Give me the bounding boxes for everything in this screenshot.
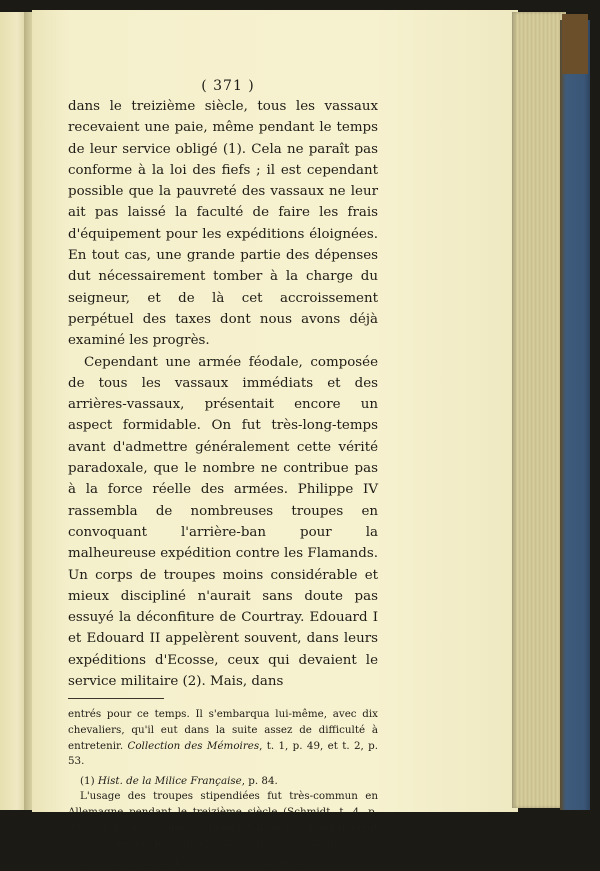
footnote-1-continued: L'usage des troupes stipendiées fut très-commun en Allemagne pendant le treizième siècle (Schmidt, t. 4, p. 89), ainsi qu'en Italie : cependant il ne fut généralement adopté que vers le commencement du siècle suivant.: [68, 790, 378, 850]
body-paragraph-1: dans le treizième siècle, tous les vassaux recevaient une paie, même pendant le temps de leur service obligé (1). Cela ne paraît pas conforme à la loi des fiefs ; il est cependant possible que la pauvreté des vassaux ne leur ait pas laissé la faculté de faire les frais d'équipement pour les expéditions éloignées. En tout cas, une grande partie des dépenses dut nécessairement tomber à la charge du seigneur, et de là cet accroissement perpétuel des taxes dont nous avons déjà examiné les progrès.: [68, 99, 378, 349]
footnote-continuation-ref: , t. 1, p. 49, et t. 2, p. 53.: [68, 739, 379, 768]
footnote-1-ref: , p. 84.: [241, 774, 278, 787]
footnote-1-marker: (1): [80, 774, 95, 787]
footnote-2-italic: et alibi sæpius.: [252, 856, 333, 869]
footnote-2: [68, 856, 378, 871]
page-number-header: [68, 78, 378, 94]
book-cover-corner: [562, 14, 588, 74]
footnote-continuation-source: Collection des Mémoires: [127, 739, 260, 752]
book-cover: [560, 20, 590, 810]
footnote-continuation: [68, 707, 378, 769]
footnote-2-text: (2) Rymer, t. 2, p. 173, 189, 199,: [80, 856, 250, 869]
body-paragraph-2: Cependant une armée féodale, composée de tous les vassaux immédiats et des arrières-vassaux, présentait encore un aspect formidable. On fut très-long-temps avant d'admettre généralement cette vérité paradoxale, que le nombre ne contribue pas à la force réelle des armées. Philippe IV rassembla de nombreuses troupes en convoquant l'arrière-ban pour la malheureuse expédition contre les Flamands. Un corps de troupes moins considérable et mieux discipliné n'aurait sans doute pas essuyé la déconfiture de Courtray. Edouard I et Edouard II appelèrent souvent, dans leurs expéditions d'Ecosse, ceux qui devaient le service militaire (2). Mais, dans: [68, 354, 378, 690]
footnote-divider: [68, 698, 164, 699]
footnote-1-source: Hist. de la Milice Française: [97, 774, 242, 787]
page-number: ( 371 ): [201, 78, 255, 94]
page-text: [68, 78, 378, 871]
footnote-continuation-text: entrés pour ce temps. Il s'embarqua lui-même, avec dix chevaliers, qu'il eut dans la suite assez de difficulté à entretenir.: [68, 708, 378, 752]
footnote-1: [68, 774, 378, 790]
page-edges: [512, 12, 566, 808]
